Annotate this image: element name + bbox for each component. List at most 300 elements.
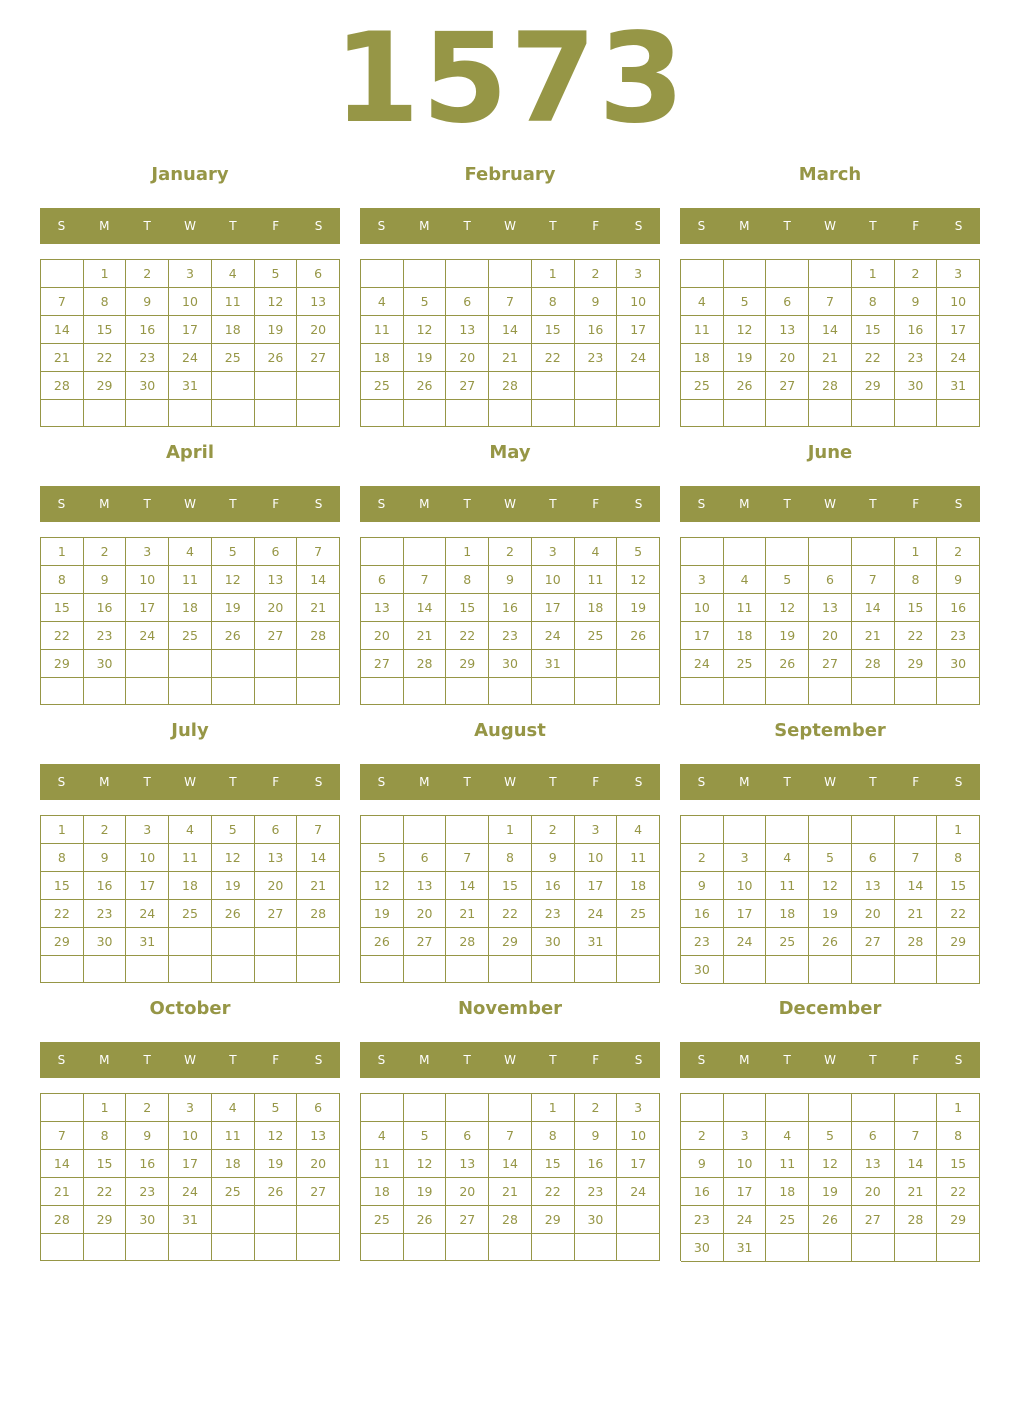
empty-day-cell [575,1234,618,1261]
day-cell: 5 [724,288,767,316]
day-cell: 22 [84,344,127,372]
empty-day-cell [446,260,489,288]
empty-day-cell [766,956,809,984]
empty-day-cell [895,1234,938,1262]
day-cell: 1 [532,1094,575,1122]
day-cell: 23 [895,344,938,372]
empty-day-cell [681,260,724,288]
day-cell: 2 [575,1094,618,1122]
empty-day-cell [489,678,532,705]
day-cell: 1 [895,538,938,566]
day-cell: 6 [852,1122,895,1150]
weekday-label: S [634,497,643,511]
day-cell: 17 [575,872,618,900]
day-cell: 15 [937,872,980,900]
empty-day-cell [255,956,298,983]
day-cell: 1 [852,260,895,288]
day-cell: 25 [575,622,618,650]
day-cell: 22 [895,622,938,650]
day-cell: 13 [297,1122,340,1150]
empty-day-cell [297,678,340,705]
day-cell: 28 [404,650,447,678]
empty-day-cell [575,956,618,983]
weekday-label: M [739,1053,750,1067]
empty-day-cell [404,816,447,844]
weekday-label: T [143,775,151,789]
empty-day-cell [361,260,404,288]
day-grid [40,259,340,427]
day-cell: 16 [489,594,532,622]
empty-day-cell [297,1234,340,1261]
day-cell: 25 [681,372,724,400]
day-cell: 4 [212,260,255,288]
day-cell: 5 [809,1122,852,1150]
day-cell: 14 [489,1150,532,1178]
day-cell: 21 [41,344,84,372]
empty-day-cell [809,1094,852,1122]
day-cell: 30 [895,372,938,400]
weekday-label: T [869,219,877,233]
day-cell: 23 [489,622,532,650]
day-cell: 9 [937,566,980,594]
day-cell: 17 [126,872,169,900]
day-cell: 6 [297,260,340,288]
empty-day-cell [766,260,809,288]
day-cell: 6 [297,1094,340,1122]
weekday-label: S [634,219,643,233]
day-cell: 19 [404,1178,447,1206]
day-cell: 3 [532,538,575,566]
day-cell: 31 [724,1234,767,1262]
day-cell: 14 [446,872,489,900]
day-cell: 13 [809,594,852,622]
empty-day-cell [446,816,489,844]
weekday-header [680,486,980,522]
day-cell: 21 [895,900,938,928]
day-cell: 7 [852,566,895,594]
empty-day-cell [489,400,532,427]
day-cell: 1 [532,260,575,288]
day-cell: 14 [852,594,895,622]
day-cell: 19 [212,594,255,622]
day-cell: 6 [404,844,447,872]
day-cell: 27 [852,928,895,956]
day-cell: 2 [126,260,169,288]
day-cell: 2 [937,538,980,566]
day-cell: 7 [489,1122,532,1150]
day-cell: 31 [169,372,212,400]
weekday-label: M [99,497,110,511]
day-cell: 30 [84,928,127,956]
day-cell: 9 [126,1122,169,1150]
empty-day-cell [617,956,660,983]
day-cell: 24 [724,928,767,956]
empty-day-cell [297,372,340,400]
empty-day-cell [766,816,809,844]
day-cell: 29 [937,928,980,956]
empty-day-cell [809,400,852,427]
day-cell: 15 [84,316,127,344]
day-grid [40,537,340,705]
day-grid [680,815,980,983]
day-cell: 27 [446,1206,489,1234]
empty-day-cell [617,928,660,956]
day-cell: 20 [255,594,298,622]
day-cell: 6 [361,566,404,594]
day-cell: 22 [41,622,84,650]
day-cell: 16 [84,594,127,622]
day-cell: 2 [126,1094,169,1122]
day-cell: 26 [255,1178,298,1206]
day-cell: 22 [532,344,575,372]
empty-day-cell [126,650,169,678]
empty-day-cell [446,1094,489,1122]
day-cell: 12 [617,566,660,594]
empty-day-cell [895,816,938,844]
day-cell: 25 [617,900,660,928]
weekday-label: S [697,219,706,233]
day-cell: 3 [126,538,169,566]
day-cell: 12 [404,316,447,344]
day-cell: 21 [489,344,532,372]
day-cell: 14 [404,594,447,622]
empty-day-cell [404,1094,447,1122]
day-cell: 20 [404,900,447,928]
weekday-label: T [869,775,877,789]
day-grid [40,815,340,983]
weekday-label: S [314,219,323,233]
day-cell: 10 [937,288,980,316]
weekday-label: T [229,219,237,233]
weekday-header [680,1042,980,1078]
day-grid [360,259,660,427]
empty-day-cell [617,372,660,400]
day-cell: 3 [724,844,767,872]
empty-day-cell [255,678,298,705]
weekday-label: S [314,775,323,789]
day-cell: 31 [532,650,575,678]
day-cell: 22 [446,622,489,650]
day-cell: 10 [617,1122,660,1150]
weekday-label: F [592,775,600,789]
day-cell: 28 [489,372,532,400]
empty-day-cell [126,678,169,705]
empty-day-cell [41,1094,84,1122]
day-cell: 1 [41,816,84,844]
empty-day-cell [575,400,618,427]
weekday-label: M [739,219,750,233]
day-cell: 20 [297,316,340,344]
weekday-label: S [697,1053,706,1067]
day-cell: 1 [41,538,84,566]
day-cell: 15 [532,316,575,344]
weekday-header [360,208,660,244]
day-cell: 8 [532,288,575,316]
month-name: August [474,720,546,741]
empty-day-cell [126,956,169,983]
day-cell: 23 [126,1178,169,1206]
empty-day-cell [212,400,255,427]
weekday-label: S [954,219,963,233]
day-cell: 3 [575,816,618,844]
weekday-label: F [592,219,600,233]
day-cell: 11 [617,844,660,872]
day-cell: 26 [766,650,809,678]
day-cell: 1 [84,1094,127,1122]
weekday-header [40,764,340,800]
weekday-label: M [99,775,110,789]
empty-day-cell [937,956,980,984]
day-cell: 30 [937,650,980,678]
month-name: July [171,720,209,741]
day-cell: 30 [126,372,169,400]
day-cell: 15 [41,872,84,900]
day-cell: 11 [169,566,212,594]
day-cell: 25 [766,928,809,956]
empty-day-cell [41,1234,84,1261]
empty-day-cell [617,678,660,705]
day-cell: 23 [84,622,127,650]
weekday-label: W [824,775,836,789]
weekday-label: M [419,775,430,789]
day-cell: 23 [84,900,127,928]
day-grid [680,259,980,427]
day-cell: 4 [766,844,809,872]
day-cell: 26 [404,372,447,400]
day-cell: 8 [895,566,938,594]
day-cell: 24 [169,344,212,372]
empty-day-cell [724,400,767,427]
day-cell: 12 [766,594,809,622]
day-cell: 12 [361,872,404,900]
empty-day-cell [489,260,532,288]
day-cell: 25 [361,372,404,400]
weekday-label: S [377,219,386,233]
day-cell: 1 [937,1094,980,1122]
day-cell: 13 [255,566,298,594]
day-cell: 16 [575,316,618,344]
day-cell: 25 [169,900,212,928]
empty-day-cell [809,538,852,566]
day-cell: 24 [724,1206,767,1234]
weekday-label: T [229,775,237,789]
day-cell: 13 [255,844,298,872]
day-cell: 2 [532,816,575,844]
day-cell: 4 [212,1094,255,1122]
day-cell: 4 [617,816,660,844]
empty-day-cell [809,816,852,844]
day-cell: 8 [41,844,84,872]
empty-day-cell [169,956,212,983]
day-cell: 12 [724,316,767,344]
day-cell: 7 [404,566,447,594]
day-cell: 28 [809,372,852,400]
weekday-label: S [954,775,963,789]
day-cell: 1 [446,538,489,566]
weekday-label: S [314,497,323,511]
day-cell: 9 [681,1150,724,1178]
day-cell: 5 [809,844,852,872]
day-cell: 20 [297,1150,340,1178]
day-cell: 26 [212,900,255,928]
empty-day-cell [361,1094,404,1122]
weekday-label: T [869,497,877,511]
day-cell: 27 [766,372,809,400]
day-cell: 2 [84,538,127,566]
weekday-header [40,486,340,522]
day-cell: 11 [361,316,404,344]
day-cell: 22 [489,900,532,928]
day-cell: 17 [937,316,980,344]
weekday-label: T [143,219,151,233]
day-cell: 11 [575,566,618,594]
empty-day-cell [169,650,212,678]
empty-day-cell [404,260,447,288]
empty-day-cell [532,678,575,705]
day-cell: 25 [212,344,255,372]
day-cell: 30 [84,650,127,678]
weekday-label: W [504,1053,516,1067]
weekday-label: S [57,775,66,789]
empty-day-cell [446,956,489,983]
day-cell: 23 [575,1178,618,1206]
day-cell: 30 [681,956,724,984]
day-cell: 15 [852,316,895,344]
day-cell: 2 [681,844,724,872]
day-cell: 22 [937,1178,980,1206]
day-cell: 9 [532,844,575,872]
weekday-label: S [314,1053,323,1067]
day-cell: 27 [297,344,340,372]
empty-day-cell [575,372,618,400]
day-cell: 16 [126,1150,169,1178]
empty-day-cell [212,650,255,678]
day-cell: 18 [617,872,660,900]
day-grid [360,537,660,705]
day-cell: 24 [169,1178,212,1206]
day-cell: 18 [724,622,767,650]
empty-day-cell [404,678,447,705]
empty-day-cell [809,260,852,288]
day-cell: 18 [766,900,809,928]
day-cell: 14 [895,872,938,900]
day-cell: 19 [212,872,255,900]
day-cell: 4 [681,288,724,316]
empty-day-cell [724,956,767,984]
day-cell: 3 [937,260,980,288]
day-cell: 3 [724,1122,767,1150]
day-cell: 29 [937,1206,980,1234]
weekday-label: W [824,1053,836,1067]
day-cell: 28 [297,900,340,928]
empty-day-cell [937,400,980,427]
day-cell: 16 [532,872,575,900]
day-cell: 13 [766,316,809,344]
day-cell: 12 [809,872,852,900]
day-cell: 5 [212,816,255,844]
day-cell: 30 [575,1206,618,1234]
day-cell: 19 [766,622,809,650]
day-cell: 5 [404,288,447,316]
day-cell: 19 [361,900,404,928]
day-cell: 23 [681,1206,724,1234]
day-cell: 15 [489,872,532,900]
empty-day-cell [297,928,340,956]
day-cell: 21 [852,622,895,650]
weekday-label: S [57,497,66,511]
day-cell: 15 [446,594,489,622]
day-cell: 4 [169,538,212,566]
day-cell: 11 [724,594,767,622]
day-grid [360,815,660,983]
day-cell: 14 [41,316,84,344]
day-cell: 14 [297,566,340,594]
empty-day-cell [212,956,255,983]
day-cell: 29 [84,1206,127,1234]
day-cell: 13 [361,594,404,622]
day-cell: 29 [41,928,84,956]
empty-day-cell [404,1234,447,1261]
day-cell: 21 [489,1178,532,1206]
day-cell: 19 [617,594,660,622]
day-cell: 7 [41,1122,84,1150]
day-cell: 7 [809,288,852,316]
day-cell: 18 [361,344,404,372]
day-cell: 2 [895,260,938,288]
day-cell: 17 [126,594,169,622]
day-cell: 7 [297,816,340,844]
empty-day-cell [361,816,404,844]
month-name: March [798,164,862,185]
day-cell: 8 [41,566,84,594]
day-cell: 4 [766,1122,809,1150]
day-cell: 23 [532,900,575,928]
day-cell: 2 [84,816,127,844]
weekday-label: W [824,497,836,511]
weekday-label: T [549,775,557,789]
empty-day-cell [724,678,767,705]
weekday-label: T [783,775,791,789]
weekday-label: T [549,1053,557,1067]
day-cell: 24 [126,900,169,928]
day-cell: 16 [681,1178,724,1206]
day-cell: 31 [575,928,618,956]
day-cell: 10 [681,594,724,622]
day-cell: 18 [681,344,724,372]
month-name: February [464,164,556,185]
weekday-label: T [463,497,471,511]
empty-day-cell [169,400,212,427]
empty-day-cell [404,956,447,983]
day-cell: 8 [937,844,980,872]
day-grid [680,537,980,705]
day-cell: 5 [255,1094,298,1122]
weekday-label: T [463,219,471,233]
day-cell: 11 [766,1150,809,1178]
weekday-header [360,1042,660,1078]
day-cell: 19 [255,316,298,344]
empty-day-cell [895,400,938,427]
day-cell: 27 [361,650,404,678]
day-cell: 22 [532,1178,575,1206]
empty-day-cell [297,956,340,983]
day-cell: 10 [575,844,618,872]
empty-day-cell [255,372,298,400]
day-cell: 27 [852,1206,895,1234]
day-cell: 29 [852,372,895,400]
day-cell: 21 [297,872,340,900]
day-cell: 11 [681,316,724,344]
